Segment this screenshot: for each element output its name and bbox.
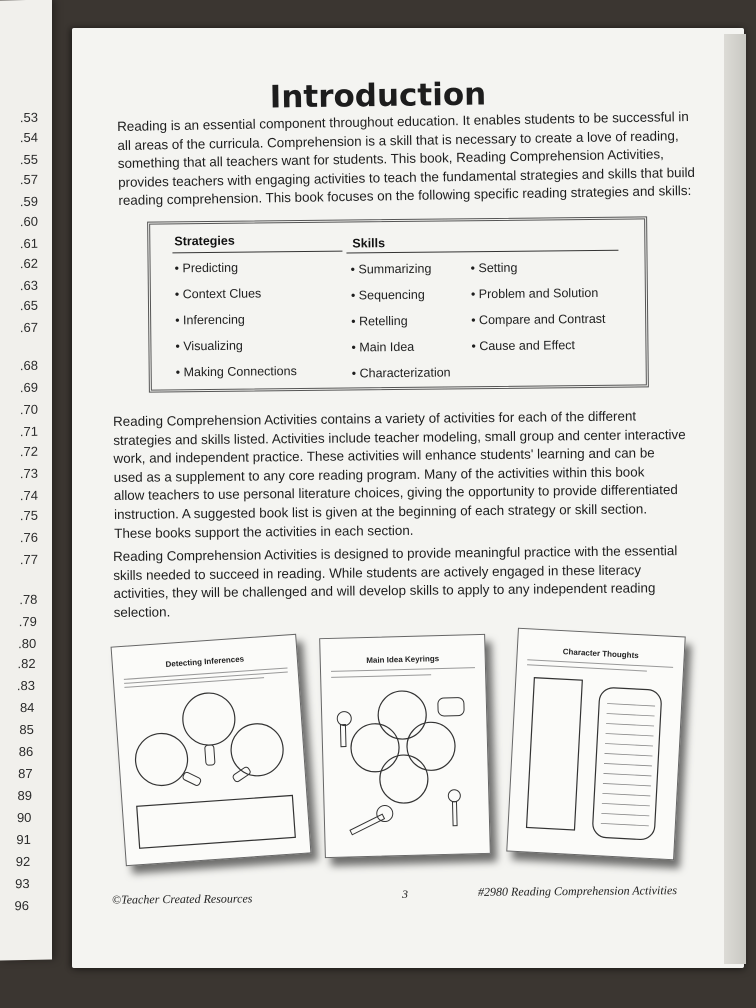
toc-page-number: .59 [19,193,38,210]
heading-rule [172,251,342,254]
skill-item: • Summarizing [350,261,432,277]
para-line: strategies and skills listed. Activities include teacher modeling, small group and center interactive [113,426,686,448]
toc-page-number: .55 [19,151,38,168]
toc-page-number: .76 [19,529,38,546]
skill-item: • Sequencing [350,287,425,303]
skill-item: • Setting [470,260,518,276]
thumbnail-title: Character Thoughts [562,647,639,661]
body-paragraph [113,407,687,543]
strategy-item: • Inferencing [175,312,245,328]
toc-page-number: .70 [19,401,38,418]
strategies-heading: Strategies [174,233,235,249]
page-edges [724,34,746,964]
strategy-item: • Predicting [174,260,239,276]
worksheet-thumbnail-character-thoughts [506,628,685,860]
toc-page-number: .78 [19,591,38,608]
intro-line: reading comprehension. This book focuses on the following specific reading strategies and skills: [118,183,692,209]
heading-rule [346,250,618,254]
toc-page-number: 96 [14,897,29,914]
toc-page-number: 89 [17,787,32,804]
para-line: used as a supplement to any core reading program. Many of the activities within this book [113,464,645,485]
skill-item: • Problem and Solution [470,285,599,302]
skills-heading: Skills [352,236,386,251]
toc-page-number: 91 [16,831,31,848]
toc-page-number: .54 [19,129,38,146]
toc-page-number: .57 [19,171,38,188]
toc-page-number: .60 [19,213,38,230]
toc-page-number: .62 [19,255,38,272]
strategy-item: • Context Clues [174,286,262,302]
skill-item: • Retelling [351,313,408,329]
para-line: instruction. A suggested book list is given at the beginning of each strategy or skill section. [113,501,648,522]
page-number: 3 [402,887,408,901]
toc-page-number: .53 [19,109,38,126]
footer-copyright: ©Teacher Created Resources [111,891,253,907]
toc-page-number: 85 [19,721,34,738]
toc-page-number: .61 [19,235,38,252]
toc-page-number: .82 [17,655,36,672]
toc-page-number: 87 [18,765,33,782]
para-line: skills needed to succeed in reading. While students are actively engaged in these literacy [113,562,642,583]
skill-item: • Cause and Effect [471,338,576,354]
keyring-diagram [320,635,490,857]
toc-page-number: 84 [19,699,35,716]
intro-paragraph [117,108,695,211]
toc-page-number: .69 [19,379,38,396]
para-line: allow teachers to use personal literature choices, giving the opportunity to provide differentiated [113,482,678,504]
intro-line: all areas of the curricula. Comprehension is a skill that is necessary to create a love of reading, [117,127,679,153]
toc-page-number: .68 [19,357,38,374]
worksheet-thumbnail-detecting-inferences [111,634,312,866]
strategy-item: • Making Connections [175,364,297,380]
magnifier-diagram [112,635,311,865]
toc-page-number: 90 [16,809,32,826]
intro-line: provides teachers with engaging activities to teach the fundamental strategies and skills that build [117,164,696,190]
strategy-item: • Visualizing [175,338,243,354]
toc-page-number: .73 [19,465,38,482]
toc-page-number: .75 [19,507,38,524]
para-line: work, and independent practice. These activities will enhance students' learning and can be [113,445,655,467]
thumbnail-title: Main Idea Keyrings [366,654,440,665]
toc-page-number: .80 [18,635,37,652]
toc-page-number: .71 [19,423,38,440]
para-line: Reading Comprehension Activities is designed to provide meaningful practice with the essential [113,543,678,564]
toc-page-number: .72 [19,443,38,460]
skill-item: • Characterization [351,365,451,381]
skill-item: • Main Idea [351,339,415,355]
para-line: These books support the activities in each section. [114,522,414,541]
skill-item: • Compare and Contrast [471,311,606,328]
toc-page-number: .67 [19,319,38,336]
toc-page-number: .74 [19,487,38,504]
para-line: activities, they will be challenged and will develop skills to apply to any independent reading [113,580,656,602]
toc-page-number: .77 [19,551,38,568]
body-paragraph [113,542,678,622]
character-diagram [507,629,684,859]
previous-page [0,0,52,960]
toc-page-number: .79 [18,613,37,630]
toc-page-number: .63 [19,277,38,294]
para-line: selection. [113,604,171,620]
strategies-skills-box [147,216,649,392]
intro-line: Reading is an essential component throughout education. It enables students to be successful in [117,109,689,134]
toc-page-number: 86 [18,743,34,760]
intro-line: something that all teachers want for students. This book, Reading Comprehension Activities, [117,146,664,172]
toc-page-number: 92 [15,853,31,870]
toc-page-number: 93 [15,875,30,892]
toc-page-number: .65 [19,297,38,314]
para-line: Reading Comprehension Activities contains a variety of activities for each of the different [113,408,637,429]
worksheet-thumbnail-main-idea-keyrings [319,634,491,858]
page-title: Introduction [269,76,487,116]
footer-book-title: #2980 Reading Comprehension Activities [477,883,678,899]
toc-page-number: .83 [16,677,35,694]
thumbnail-title: Detecting Inferences [165,654,245,669]
